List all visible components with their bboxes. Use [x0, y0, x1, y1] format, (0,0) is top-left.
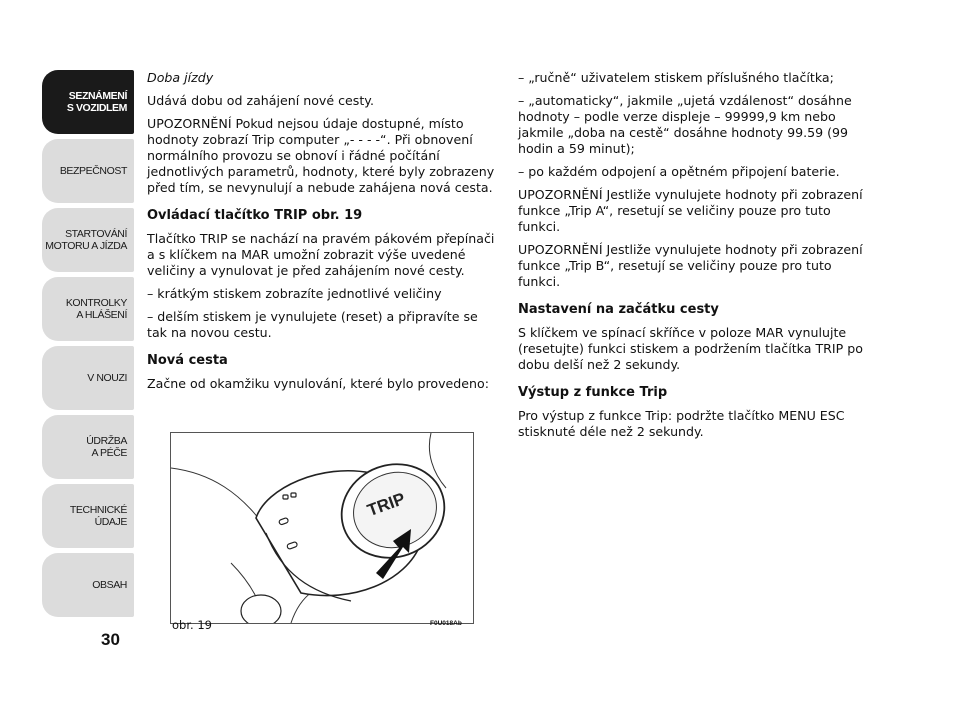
list-item: – po každém odpojení a opětném připojení baterie.	[518, 164, 840, 179]
list-item: – „automaticky“, jakmile „ujetá vzdálenost“ dosáhne hodnoty – podle verze displeje – 99999,9 km nebo jakmile „doba na cestě“ dosáhne hodnoty 99.59 (99 hodin a 59 minut);	[518, 93, 852, 156]
paragraph: S klíčkem ve spínací skříňce v poloze MAR vynulujte (resetujte) funkci stiskem a podržením tlačítka TRIP po dobu delší než 2 sekundy.	[518, 325, 863, 372]
paragraph: Začne od okamžiku vynulování, které bylo provedeno:	[147, 376, 489, 391]
warning-paragraph: UPOZORNĚNÍ Jestliže vynulujete hodnoty při zobrazení funkce „Trip A“, resetují se veličiny pouze pro tuto funkci.	[518, 187, 863, 234]
warning-paragraph: UPOZORNĚNÍ Pokud nejsou údaje dostupné, místo hodnoty zobrazí Trip computer „- - - -“. Při obnovení normálního provozu se obnoví i řádné počítání jednotlivých parametrů, hodnoty, které byly zobrazeny před tím, se nevynulují a nebude zahájena nová cesta.	[147, 116, 495, 195]
figure-code: F0U018Ab	[430, 620, 462, 627]
stalk-illustration	[171, 433, 473, 623]
paragraph: Pro výstup z funkce Trip: podržte tlačítko MENU ESC stisknuté déle než 2 sekundy.	[518, 408, 845, 439]
paragraph: Tlačítko TRIP se nachází na pravém pákovém přepínači a s klíčkem na MAR umožní zobrazit výše uvedené veličiny a vynulovat je před zahájením nové cesty.	[147, 231, 495, 278]
tab-udrzba[interactable]: ÚDRŽBA A PÉČE	[42, 415, 134, 479]
heading-nova-cesta: Nová cesta	[147, 353, 228, 368]
figure-trip-stalk	[170, 432, 474, 624]
tab-kontrolky[interactable]: KONTROLKY A HLÁŠENÍ	[42, 277, 134, 341]
tab-seznameni[interactable]: SEZNÁMENÍ S VOZIDLEM	[42, 70, 134, 134]
trip-button-label: TRIP	[364, 488, 408, 521]
tab-technicke[interactable]: TECHNICKÉ ÚDAJE	[42, 484, 134, 548]
figure-caption: obr. 19	[172, 618, 212, 632]
tab-v-nouzi[interactable]: V NOUZI	[42, 346, 134, 410]
tab-startovani[interactable]: STARTOVÁNÍ MOTORU A JÍZDA	[42, 208, 134, 272]
tab-bezpecnost[interactable]: BEZPEČNOST	[42, 139, 134, 203]
left-column	[147, 70, 497, 399]
page-number: 30	[101, 630, 120, 649]
list-item: – krátkým stiskem zobrazíte jednotlivé veličiny	[147, 286, 442, 301]
warning-paragraph: UPOZORNĚNÍ Jestliže vynulujete hodnoty při zobrazení funkce „Trip B“, resetují se veličiny pouze pro tuto funkci.	[518, 242, 863, 289]
paragraph: Udává dobu od zahájení nové cesty.	[147, 93, 374, 108]
heading-vystup: Výstup z funkce Trip	[518, 385, 668, 400]
list-item: – delším stiskem je vynulujete (reset) a připravíte se tak na novou cestu.	[147, 309, 478, 340]
list-item: – „ručně“ uživatelem stiskem příslušného tlačítka;	[518, 70, 834, 85]
subtitle-doba-jizdy: Doba jízdy	[147, 70, 214, 85]
tab-obsah[interactable]: OBSAH	[42, 553, 134, 617]
heading-trip-button: Ovládací tlačítko TRIP obr. 19	[147, 208, 363, 223]
right-column	[518, 70, 873, 447]
heading-nastaveni: Nastavení na začátku cesty	[518, 302, 719, 317]
